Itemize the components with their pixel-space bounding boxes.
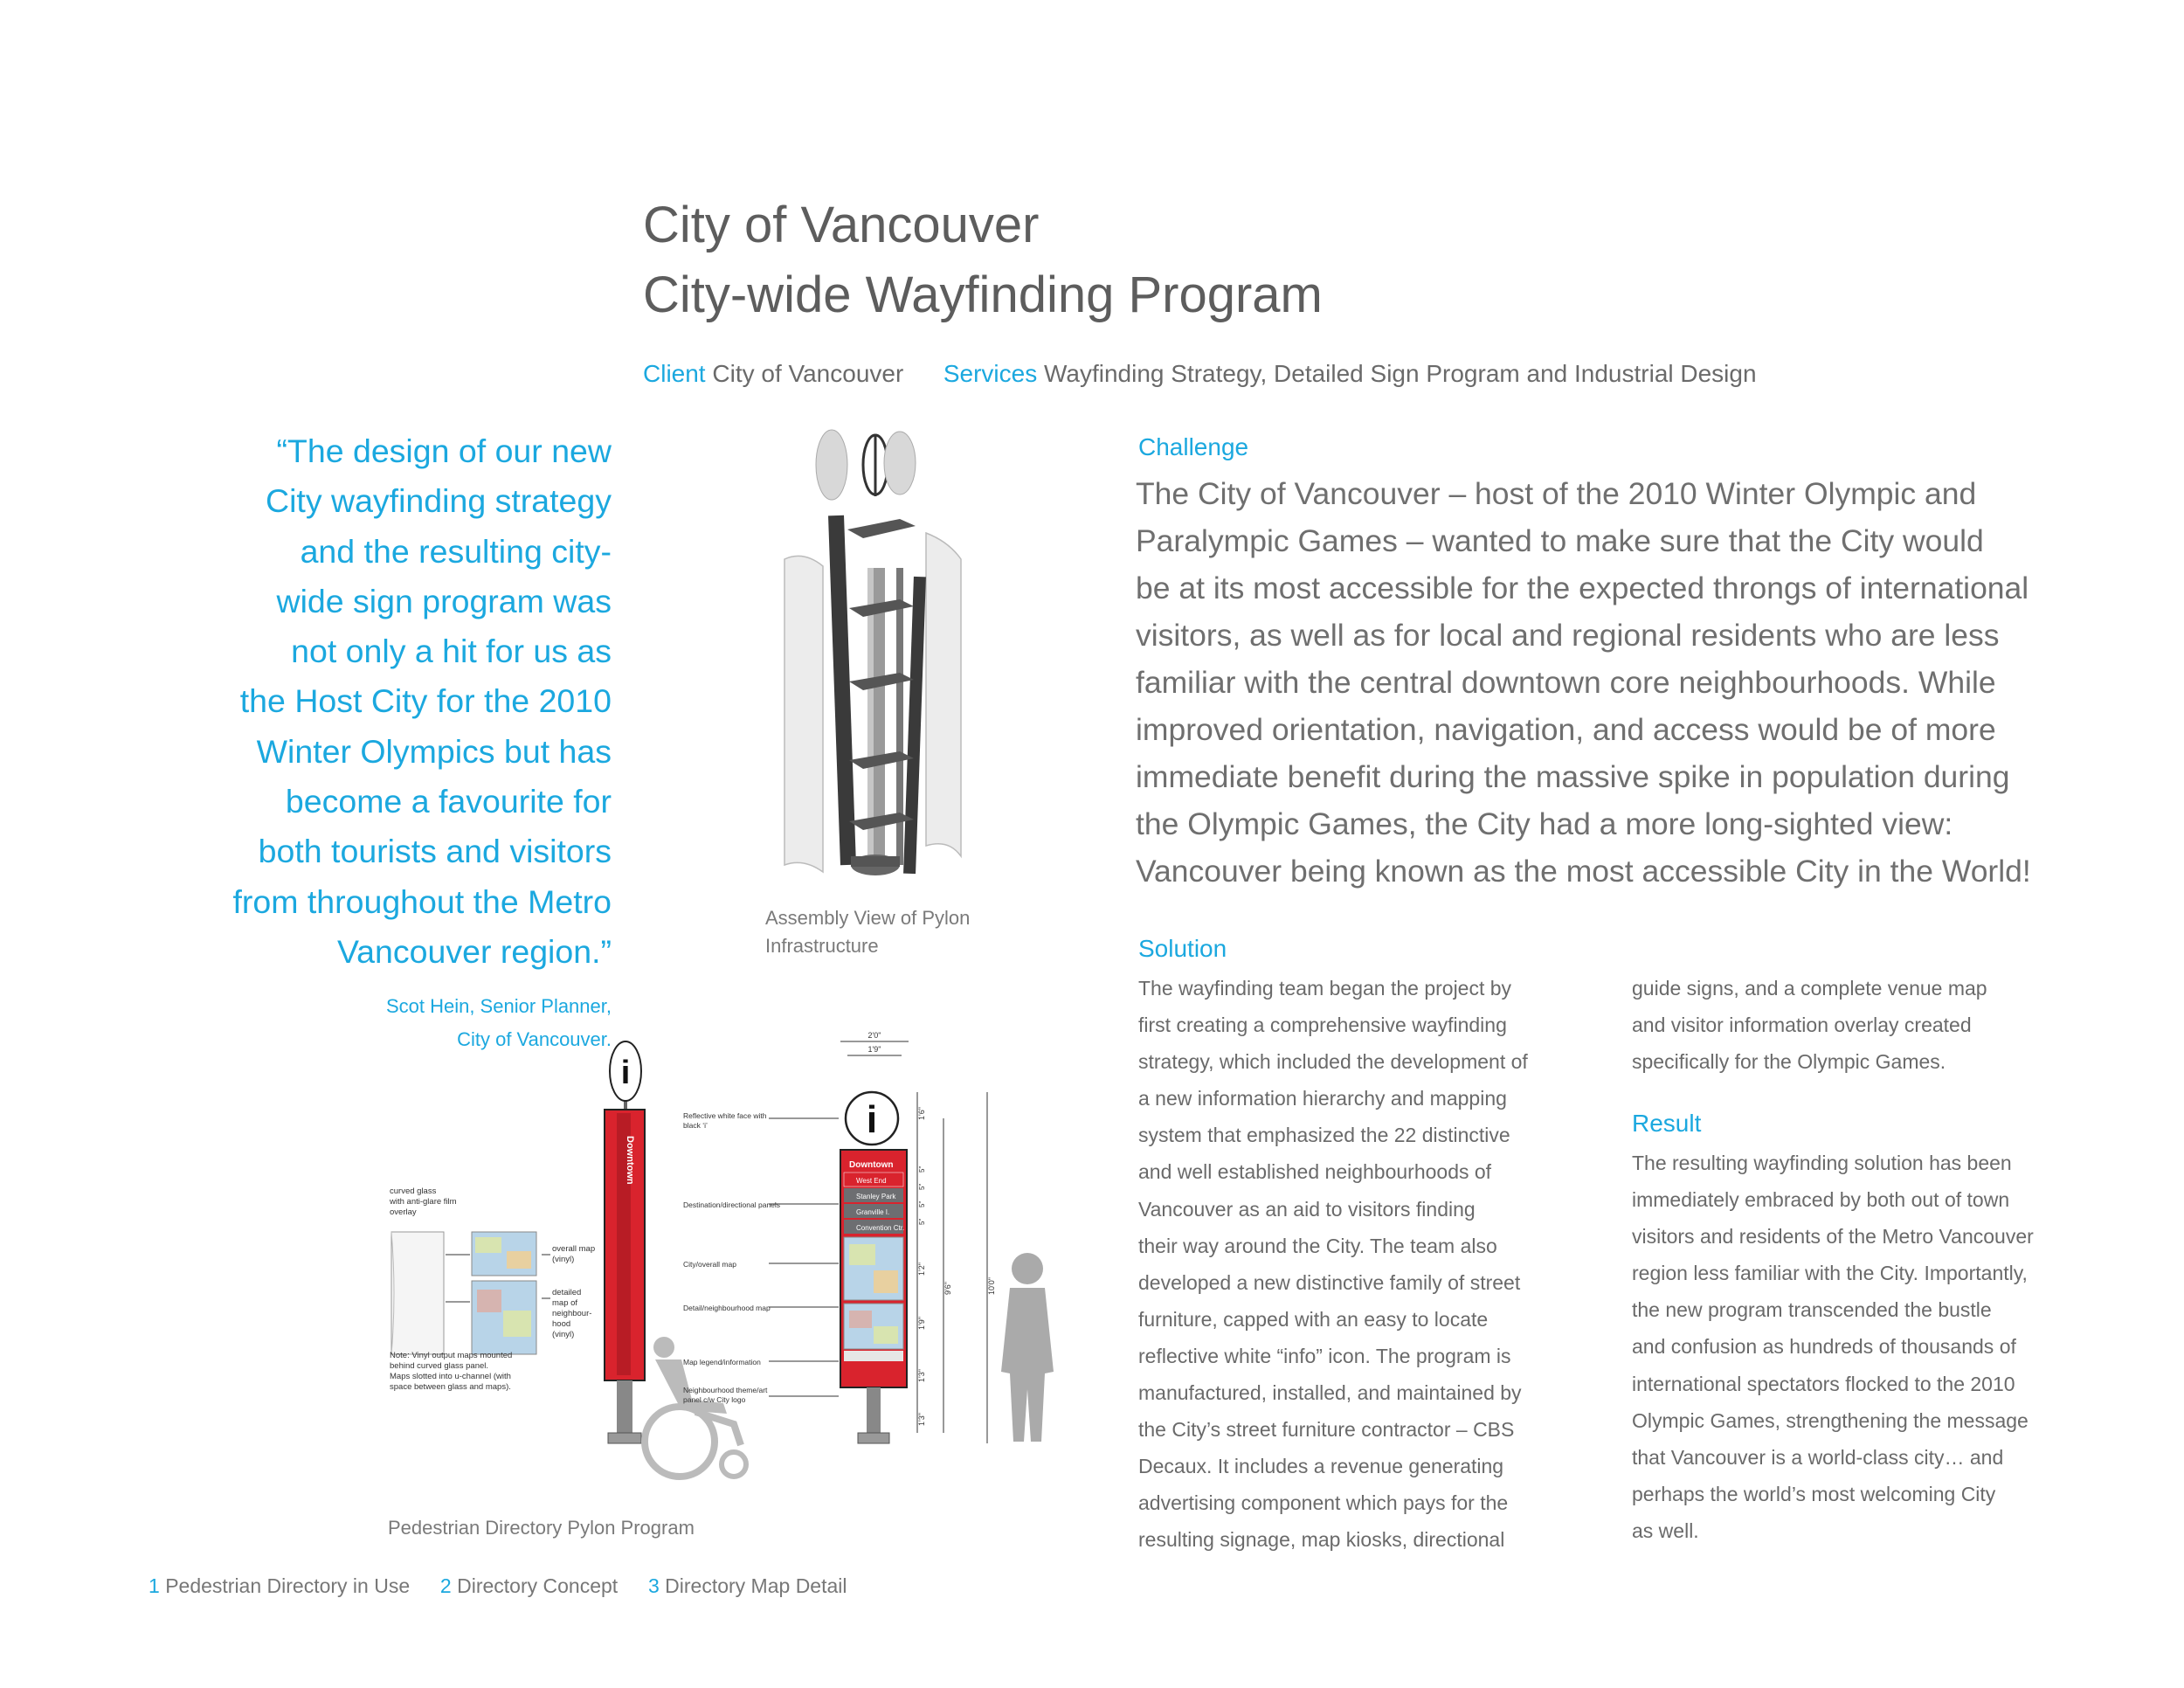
dim-total-1: 9'6" xyxy=(943,1282,952,1295)
pylon-caption: Pedestrian Directory Pylon Program xyxy=(388,1517,695,1539)
dim-total-2: 10'0" xyxy=(987,1277,996,1295)
challenge-line: familiar with the central downtown core neighbourhoods. While xyxy=(1136,665,1996,700)
pull-quote xyxy=(131,426,612,977)
challenge-line: immediate benefit during the massive spike in population during xyxy=(1136,759,2010,794)
result-line: international spectators flocked to the 2010 xyxy=(1632,1372,2015,1395)
client-label: Client xyxy=(643,360,706,387)
solution-line: reflective white “info” icon. The program is xyxy=(1138,1344,1511,1367)
dim-right: 5" xyxy=(918,1166,926,1173)
label-detail-map: Detail/neighbourhood map xyxy=(683,1304,771,1312)
result-line: immediately embraced by both out of town xyxy=(1632,1188,2010,1212)
label-theme: Neighbourhood theme/art panel c/w City logo xyxy=(683,1386,768,1404)
assembly-caption xyxy=(765,904,970,960)
figure-number: 3 xyxy=(647,1574,660,1597)
figure-number: 1 xyxy=(149,1574,160,1597)
solution-column-1 xyxy=(1138,970,1610,1559)
destination-item: West End xyxy=(856,1177,887,1185)
quote-line: the Host City for the 2010 xyxy=(239,682,612,720)
solution-line: a new information hierarchy and mapping xyxy=(1138,1087,1507,1110)
solution-line: the City’s street furniture contractor – CBS xyxy=(1138,1418,1515,1442)
dim-right: 1'6" xyxy=(917,1107,926,1120)
label-legend: Map legend/information xyxy=(683,1358,761,1366)
solution-line: first creating a comprehensive wayfinding xyxy=(1138,1013,1507,1037)
label-city-map: City/overall map xyxy=(683,1260,736,1269)
solution-column-2 xyxy=(1632,970,2104,1080)
figure-label: Directory Concept xyxy=(457,1574,619,1597)
quote-line: and the resulting city- xyxy=(300,532,612,570)
challenge-line: Vancouver being known as the most accessible City in the World! xyxy=(1136,854,2031,889)
solution-line: furniture, capped with an easy to locate xyxy=(1138,1307,1489,1331)
front-panel-title: Downtown xyxy=(849,1160,894,1170)
solution-heading: Solution xyxy=(1138,935,1227,962)
figure-label: Directory Map Detail xyxy=(665,1574,847,1597)
result-body xyxy=(1632,1145,2104,1549)
solution-line: developed a new distinctive family of street xyxy=(1138,1270,1521,1294)
solution-line: strategy, which included the development of xyxy=(1138,1050,1528,1074)
quote-line: not only a hit for us as xyxy=(291,633,612,670)
dim-right: 1'3" xyxy=(917,1413,926,1426)
result-heading: Result xyxy=(1632,1110,1702,1137)
label-note: Note: Vinyl output maps mounted behind curved glass panel. Maps slotted into u-channel (with space between glass and maps). xyxy=(390,1351,513,1392)
caption-line: Assembly View of Pylon xyxy=(765,907,971,929)
solution-line: The wayfinding team began the project by xyxy=(1138,977,1512,1000)
assembly-view-illustration xyxy=(769,428,978,882)
label-detailed-map: detailed map of neighbour-hood (vinyl) xyxy=(552,1288,592,1339)
destination-item: Convention Ctr. xyxy=(856,1224,905,1232)
quote-line: “The design of our new xyxy=(276,432,612,469)
quote-line: City wayfinding strategy xyxy=(265,482,612,520)
result-line: perhaps the world’s most welcoming City xyxy=(1632,1482,1996,1505)
solution-line: their way around the City. The team also xyxy=(1138,1234,1497,1257)
label-curved-glass: curved glass with anti-glare film overlay xyxy=(390,1186,457,1217)
solution-line: system that emphasized the 22 distinctive xyxy=(1138,1124,1510,1147)
title-line-1: City of Vancouver xyxy=(643,197,1040,253)
pylon-technical-drawing xyxy=(384,1022,1083,1494)
solution-line: guide signs, and a complete venue map xyxy=(1632,977,1987,1000)
result-line: visitors and residents of the Metro Vancouver xyxy=(1632,1225,2034,1249)
figure-index xyxy=(149,1574,847,1598)
title-line-2: City-wide Wayfinding Program xyxy=(643,266,1323,323)
attribution-line: City of Vancouver. xyxy=(457,1028,612,1050)
attribution-line: Scot Hein, Senior Planner, xyxy=(385,995,612,1017)
dim-right: 1'2" xyxy=(917,1263,926,1276)
solution-line: manufactured, installed, and maintained by xyxy=(1138,1381,1522,1405)
destination-item: Stanley Park xyxy=(856,1193,896,1200)
result-line: as well. xyxy=(1632,1519,1699,1542)
figure-label: Pedestrian Directory in Use xyxy=(165,1574,411,1597)
result-line: the new program transcended the bustle xyxy=(1632,1298,1992,1322)
dim-right: 1'9" xyxy=(917,1317,926,1330)
label-overall-map: overall map (vinyl) xyxy=(552,1244,596,1264)
front-info-icon: i xyxy=(866,1098,878,1141)
result-line: and confusion as hundreds of thousands of xyxy=(1632,1335,2016,1359)
dim-right: 5" xyxy=(918,1200,926,1207)
destination-item: Granville I. xyxy=(856,1208,890,1216)
quote-line: wide sign program was xyxy=(276,582,612,619)
solution-line: and visitor information overlay created xyxy=(1632,1013,1972,1037)
solution-line: Vancouver as an aid to visitors finding xyxy=(1138,1197,1476,1221)
dim-right: 1'3" xyxy=(917,1369,926,1382)
challenge-line: improved orientation, navigation, and access would be of more xyxy=(1136,712,1996,747)
dim-top-1: 2'0" xyxy=(867,1031,881,1040)
result-line: Olympic Games, strengthening the message xyxy=(1632,1408,2028,1432)
page-title xyxy=(643,190,1323,330)
solution-line: resulting signage, map kiosks, directional xyxy=(1138,1528,1505,1552)
dim-top-2: 1'9" xyxy=(867,1045,881,1054)
result-line: region less familiar with the City. Importantly, xyxy=(1632,1262,2028,1285)
challenge-heading: Challenge xyxy=(1138,433,1249,460)
quote-line: Winter Olympics but has xyxy=(256,732,612,770)
solution-line: and well established neighbourhoods of xyxy=(1138,1160,1492,1184)
client-value: City of Vancouver xyxy=(712,360,904,387)
label-reflective: Reflective white face with black ‘i’ xyxy=(683,1111,767,1130)
services-value: Wayfinding Strategy, Detailed Sign Program and Industrial Design xyxy=(1044,360,1757,387)
dim-right: 5" xyxy=(918,1218,926,1225)
quote-line: Vancouver region.” xyxy=(336,932,612,970)
caption-line: Infrastructure xyxy=(765,935,879,957)
label-destination: Destination/directional panels xyxy=(683,1200,781,1209)
challenge-line: Paralympic Games – wanted to make sure that the City would xyxy=(1136,523,1984,558)
solution-line: Decaux. It includes a revenue generating xyxy=(1138,1455,1504,1478)
challenge-line: the Olympic Games, the City had a more long-sighted view: xyxy=(1136,806,1953,841)
side-panel-label: Downtown xyxy=(625,1136,635,1185)
services-label: Services xyxy=(943,360,1038,387)
challenge-line: visitors, as well as for local and regional residents who are less xyxy=(1136,618,2000,653)
quote-line: from throughout the Metro xyxy=(232,882,612,920)
project-meta xyxy=(643,360,1757,388)
result-line: The resulting wayfinding solution has been xyxy=(1632,1152,2012,1174)
solution-line: advertising component which pays for the xyxy=(1138,1491,1509,1515)
figure-number: 2 xyxy=(439,1574,452,1597)
dim-right: 5" xyxy=(918,1183,926,1190)
info-icon: i xyxy=(620,1055,631,1091)
quote-line: both tourists and visitors xyxy=(258,833,612,870)
challenge-line: be at its most accessible for the expected throngs of international xyxy=(1136,571,2029,605)
challenge-body xyxy=(1136,470,2132,895)
result-line: that Vancouver is a world-class city… and xyxy=(1632,1445,2004,1469)
solution-line: specifically for the Olympic Games. xyxy=(1632,1050,1946,1074)
challenge-line: The City of Vancouver – host of the 2010 Winter Olympic and xyxy=(1136,476,1977,511)
quote-line: become a favourite for xyxy=(285,783,612,820)
